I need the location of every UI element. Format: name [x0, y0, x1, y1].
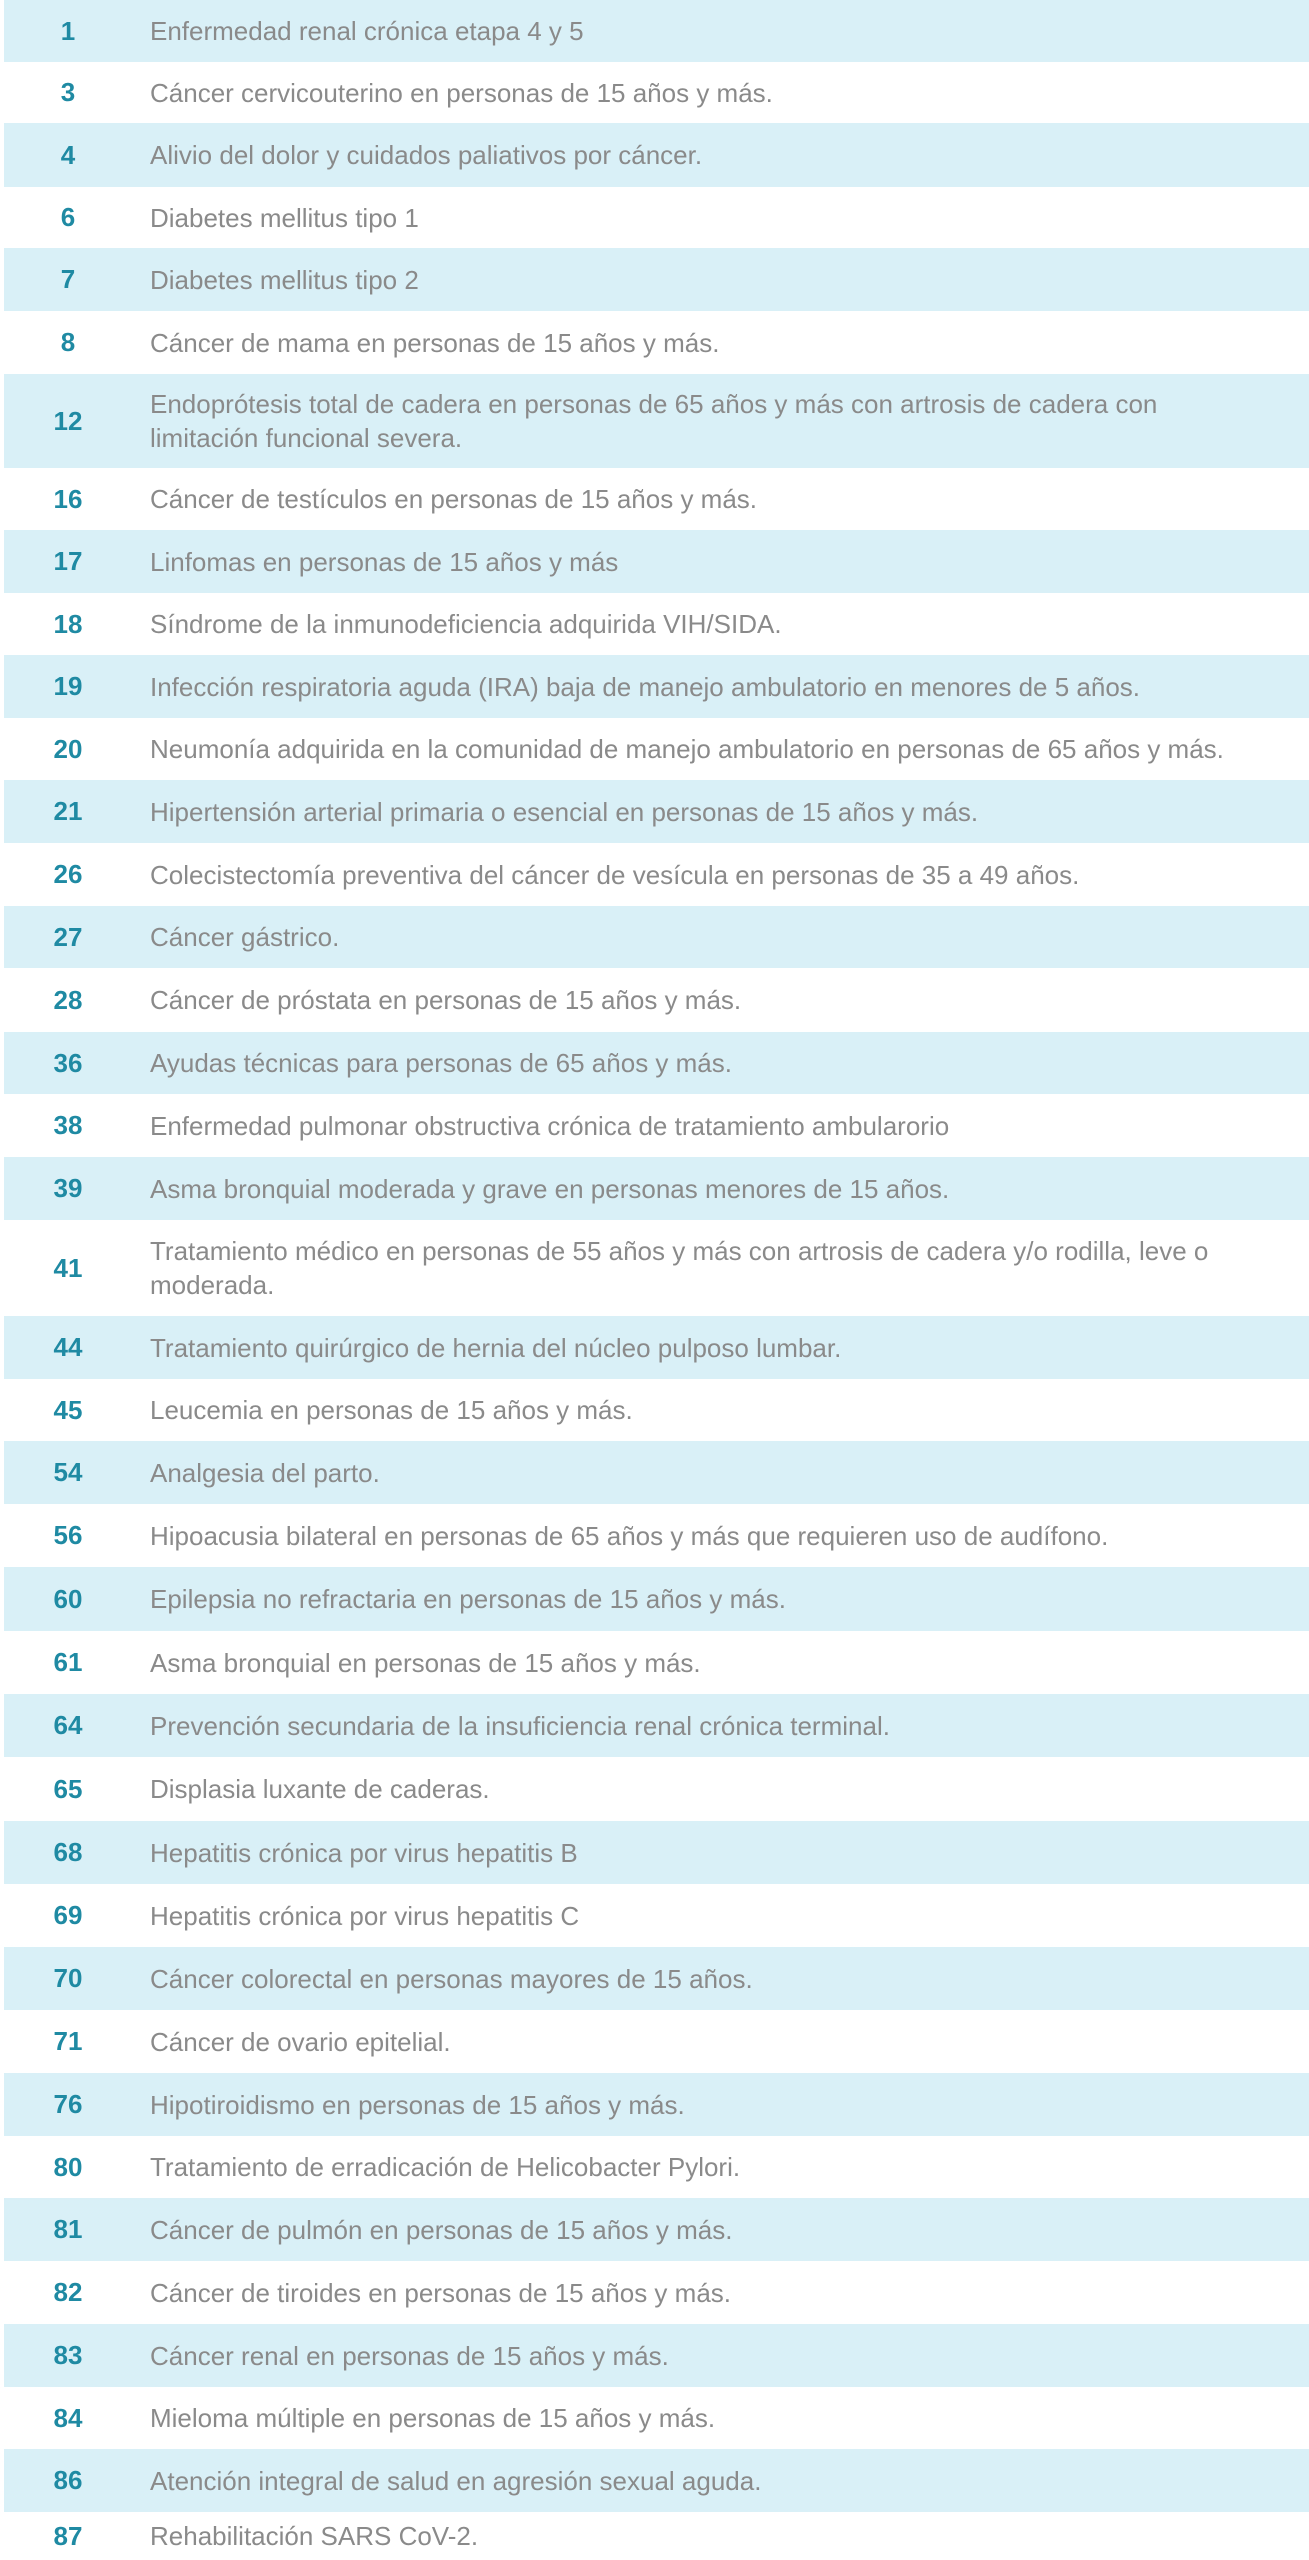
table-row	[4, 2136, 1309, 2198]
table-row	[4, 0, 1309, 62]
row-number: 68	[53, 1837, 83, 1867]
row-description: Cáncer de mama en personas de 15 años y más.	[150, 327, 720, 358]
row-number: 41	[53, 1252, 83, 1283]
table-row	[4, 248, 1309, 311]
row-number: 38	[53, 1110, 83, 1140]
row-number: 54	[53, 1457, 83, 1487]
row-description: Leucemia en personas de 15 años y más.	[150, 1395, 633, 1425]
table-row	[4, 1631, 1309, 1694]
row-description: Cáncer de tiroides en personas de 15 años y más.	[150, 2277, 732, 2308]
row-description: Cáncer de pulmón en personas de 15 años y más.	[150, 2214, 733, 2245]
row-description: Cáncer de próstata en personas de 15 años y más.	[150, 985, 742, 1015]
row-number: 76	[53, 2089, 83, 2119]
table-row	[4, 906, 1309, 968]
table-row	[4, 593, 1309, 655]
row-number: 82	[53, 2277, 83, 2307]
row-number: 86	[53, 2465, 83, 2495]
row-description: Hepatitis crónica por virus hepatitis C	[150, 1900, 580, 1931]
row-number: 83	[53, 2340, 83, 2370]
row-description: Hepatitis crónica por virus hepatitis B	[150, 1837, 578, 1868]
row-number: 44	[53, 1332, 83, 1362]
row-number: 84	[53, 2402, 83, 2433]
table-row	[4, 2387, 1309, 2449]
row-description: Síndrome de la inmunodeficiencia adquirida VIH/SIDA.	[150, 609, 782, 639]
row-description: Neumonía adquirida en la comunidad de manejo ambulatorio en personas de 65 años y más.	[150, 734, 1224, 764]
row-description: Cáncer de testículos en personas de 15 años y más.	[150, 484, 758, 514]
row-description: Cáncer de ovario epitelial.	[150, 2026, 451, 2057]
row-description: Ayudas técnicas para personas de 65 años y más.	[150, 1048, 732, 1078]
table-row	[4, 780, 1309, 843]
row-description: Enfermedad renal crónica etapa 4 y 5	[150, 16, 584, 46]
table-row	[4, 2198, 1309, 2261]
table-row	[4, 62, 1309, 123]
row-number: 8	[60, 327, 76, 357]
row-description: Epilepsia no refractaria en personas de 15 años y más.	[150, 1584, 786, 1614]
row-description: Enfermedad pulmonar obstructiva crónica de tratamiento ambularorio	[150, 1110, 950, 1141]
table-row	[4, 2324, 1309, 2387]
row-description: Cáncer colorectal en personas mayores de 15 años.	[150, 1963, 753, 1994]
table-row	[4, 2073, 1309, 2136]
row-description: Endoprótesis total de cadera en personas de 65 años y más con artrosis de cadera con limitación funcional severa.	[150, 389, 1158, 453]
row-number: 7	[60, 264, 76, 294]
row-number: 80	[53, 2151, 83, 2182]
row-description: Rehabilitación SARS CoV-2.	[150, 2521, 479, 2551]
row-description: Hipertensión arterial primaria o esencial en personas de 15 años y más.	[150, 796, 979, 827]
row-number: 71	[53, 2026, 83, 2056]
row-number: 20	[53, 733, 83, 764]
row-description: Hipotiroidismo en personas de 15 años y más.	[150, 2089, 685, 2120]
table-row	[4, 311, 1309, 374]
row-number: 18	[53, 608, 83, 639]
table-row	[4, 2010, 1309, 2073]
row-description: Alivio del dolor y cuidados paliativos por cáncer.	[150, 140, 703, 170]
table-row	[4, 187, 1309, 248]
table-row	[4, 968, 1309, 1032]
row-description: Analgesia del parto.	[150, 1457, 380, 1488]
table-row	[4, 2512, 1309, 2560]
row-number: 27	[53, 921, 83, 952]
table-row	[4, 1094, 1309, 1157]
row-description: Tratamiento de erradicación de Helicobacter Pylori.	[150, 2152, 741, 2182]
table-row	[4, 655, 1309, 718]
table-row	[4, 1567, 1309, 1631]
row-description: Mieloma múltiple en personas de 15 años y más.	[150, 2403, 716, 2433]
row-number: 39	[53, 1173, 83, 1203]
row-number: 65	[53, 1773, 83, 1804]
table-row	[4, 1379, 1309, 1441]
row-number: 28	[53, 984, 83, 1015]
row-description: Diabetes mellitus tipo 1	[150, 202, 419, 233]
table-row	[4, 843, 1309, 906]
table-row	[4, 1157, 1309, 1220]
table-row	[4, 718, 1309, 780]
table-row	[4, 2261, 1309, 2324]
row-description: Displasia luxante de caderas.	[150, 1774, 490, 1804]
row-number: 69	[53, 1900, 83, 1930]
row-description: Cáncer gástrico.	[150, 922, 340, 952]
table-row	[4, 374, 1309, 468]
row-description: Asma bronquial en personas de 15 años y más.	[150, 1647, 701, 1678]
table-row	[4, 1694, 1309, 1757]
row-description: Diabetes mellitus tipo 2	[150, 264, 419, 295]
table-row	[4, 1316, 1309, 1379]
row-description: Atención integral de salud en agresión sexual aguda.	[150, 2465, 762, 2496]
table-row	[4, 1821, 1309, 1884]
row-number: 17	[53, 546, 83, 576]
table-row	[4, 468, 1309, 530]
row-description: Asma bronquial moderada y grave en personas menores de 15 años.	[150, 1173, 950, 1204]
row-description: Cáncer cervicouterino en personas de 15 años y más.	[150, 77, 773, 108]
row-number: 81	[53, 2214, 83, 2244]
row-number: 3	[60, 77, 76, 107]
table-row	[4, 1504, 1309, 1567]
row-description: Linfomas en personas de 15 años y más	[150, 546, 619, 577]
row-number: 45	[53, 1394, 83, 1425]
row-number: 70	[53, 1963, 83, 1993]
table-row	[4, 2449, 1309, 2512]
table-row	[4, 1757, 1309, 1821]
row-number: 61	[53, 1647, 83, 1677]
row-number: 56	[53, 1520, 83, 1550]
table-row	[4, 1884, 1309, 1947]
table-row	[4, 1441, 1309, 1504]
row-number: 64	[53, 1710, 83, 1740]
row-number: 21	[53, 796, 83, 826]
row-description: Cáncer renal en personas de 15 años y más.	[150, 2340, 669, 2371]
row-number: 19	[53, 671, 83, 701]
row-number: 36	[53, 1047, 83, 1078]
row-number: 6	[60, 202, 76, 232]
row-description: Hipoacusia bilateral en personas de 65 años y más que requieren uso de audífono.	[150, 1520, 1109, 1551]
row-number: 16	[53, 483, 83, 514]
table-row	[4, 123, 1309, 187]
row-description: Tratamiento médico en personas de 55 años y más con artrosis de cadera y/o rodilla, leve o moderada.	[150, 1236, 1209, 1300]
row-description: Prevención secundaria de la insuficiencia renal crónica terminal.	[150, 1710, 890, 1741]
row-description: Infección respiratoria aguda (IRA) baja de manejo ambulatorio en menores de 5 años.	[150, 671, 1141, 702]
row-number: 60	[53, 1583, 83, 1614]
table-row	[4, 1220, 1309, 1316]
row-number: 1	[60, 15, 76, 46]
row-number: 87	[53, 2520, 83, 2551]
table-row	[4, 530, 1309, 593]
row-number: 12	[53, 405, 83, 436]
row-number: 26	[53, 859, 83, 889]
row-description: Colecistectomía preventiva del cáncer de vesícula en personas de 35 a 49 años.	[150, 859, 1080, 890]
row-number: 4	[60, 139, 76, 170]
row-description: Tratamiento quirúrgico de hernia del núcleo pulposo lumbar.	[150, 1332, 842, 1363]
table-row	[4, 1032, 1309, 1094]
table-row	[4, 1947, 1309, 2010]
